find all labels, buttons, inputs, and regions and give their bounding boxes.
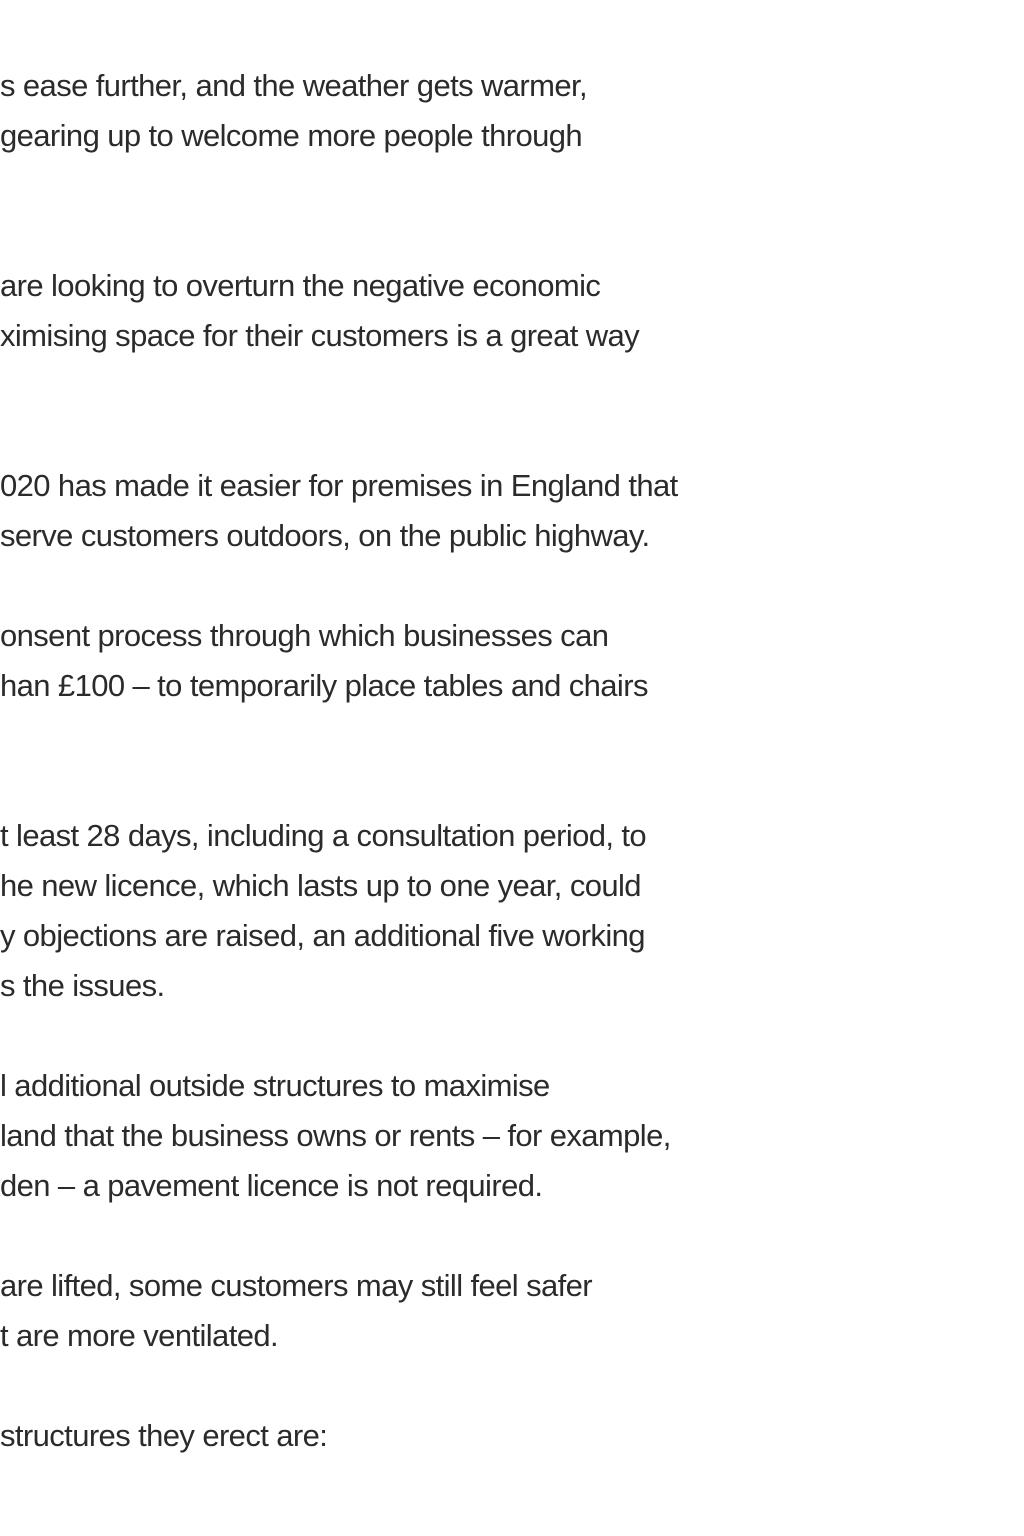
paragraph-6-line-1: l additional outside structures to maximise	[0, 1068, 550, 1103]
paragraph-3-line-2: serve customers outdoors, on the public highway.	[0, 518, 650, 553]
paragraph-5-line-1: t least 28 days, including a consultation period, to	[0, 818, 647, 853]
paragraph-3-line-1: 020 has made it easier for premises in England that	[0, 468, 678, 503]
paragraph-6-line-2: land that the business owns or rents – for example,	[0, 1118, 671, 1153]
paragraph-5-line-4: s the issues.	[0, 968, 165, 1003]
paragraph-5-line-2: he new licence, which lasts up to one year, could	[0, 868, 641, 903]
paragraph-8-line-1: structures they erect are:	[0, 1418, 328, 1453]
paragraph-1-line-1: s ease further, and the weather gets warmer,	[0, 68, 588, 103]
paragraph-1-line-2: gearing up to welcome more people through	[0, 118, 583, 153]
paragraph-7-line-2: t are more ventilated.	[0, 1318, 279, 1353]
paragraph-4-line-2: han £100 – to temporarily place tables and chairs	[0, 668, 648, 703]
paragraph-6-line-3: den – a pavement licence is not required.	[0, 1168, 543, 1203]
paragraph-4-line-1: onsent process through which businesses can	[0, 618, 609, 653]
paragraph-7-line-1: are lifted, some customers may still feel safer	[0, 1268, 593, 1303]
paragraph-5-line-3: y objections are raised, an additional five working	[0, 918, 645, 953]
paragraph-2-line-1: are looking to overturn the negative economic	[0, 268, 601, 303]
paragraph-2-line-2: ximising space for their customers is a great way	[0, 318, 640, 353]
